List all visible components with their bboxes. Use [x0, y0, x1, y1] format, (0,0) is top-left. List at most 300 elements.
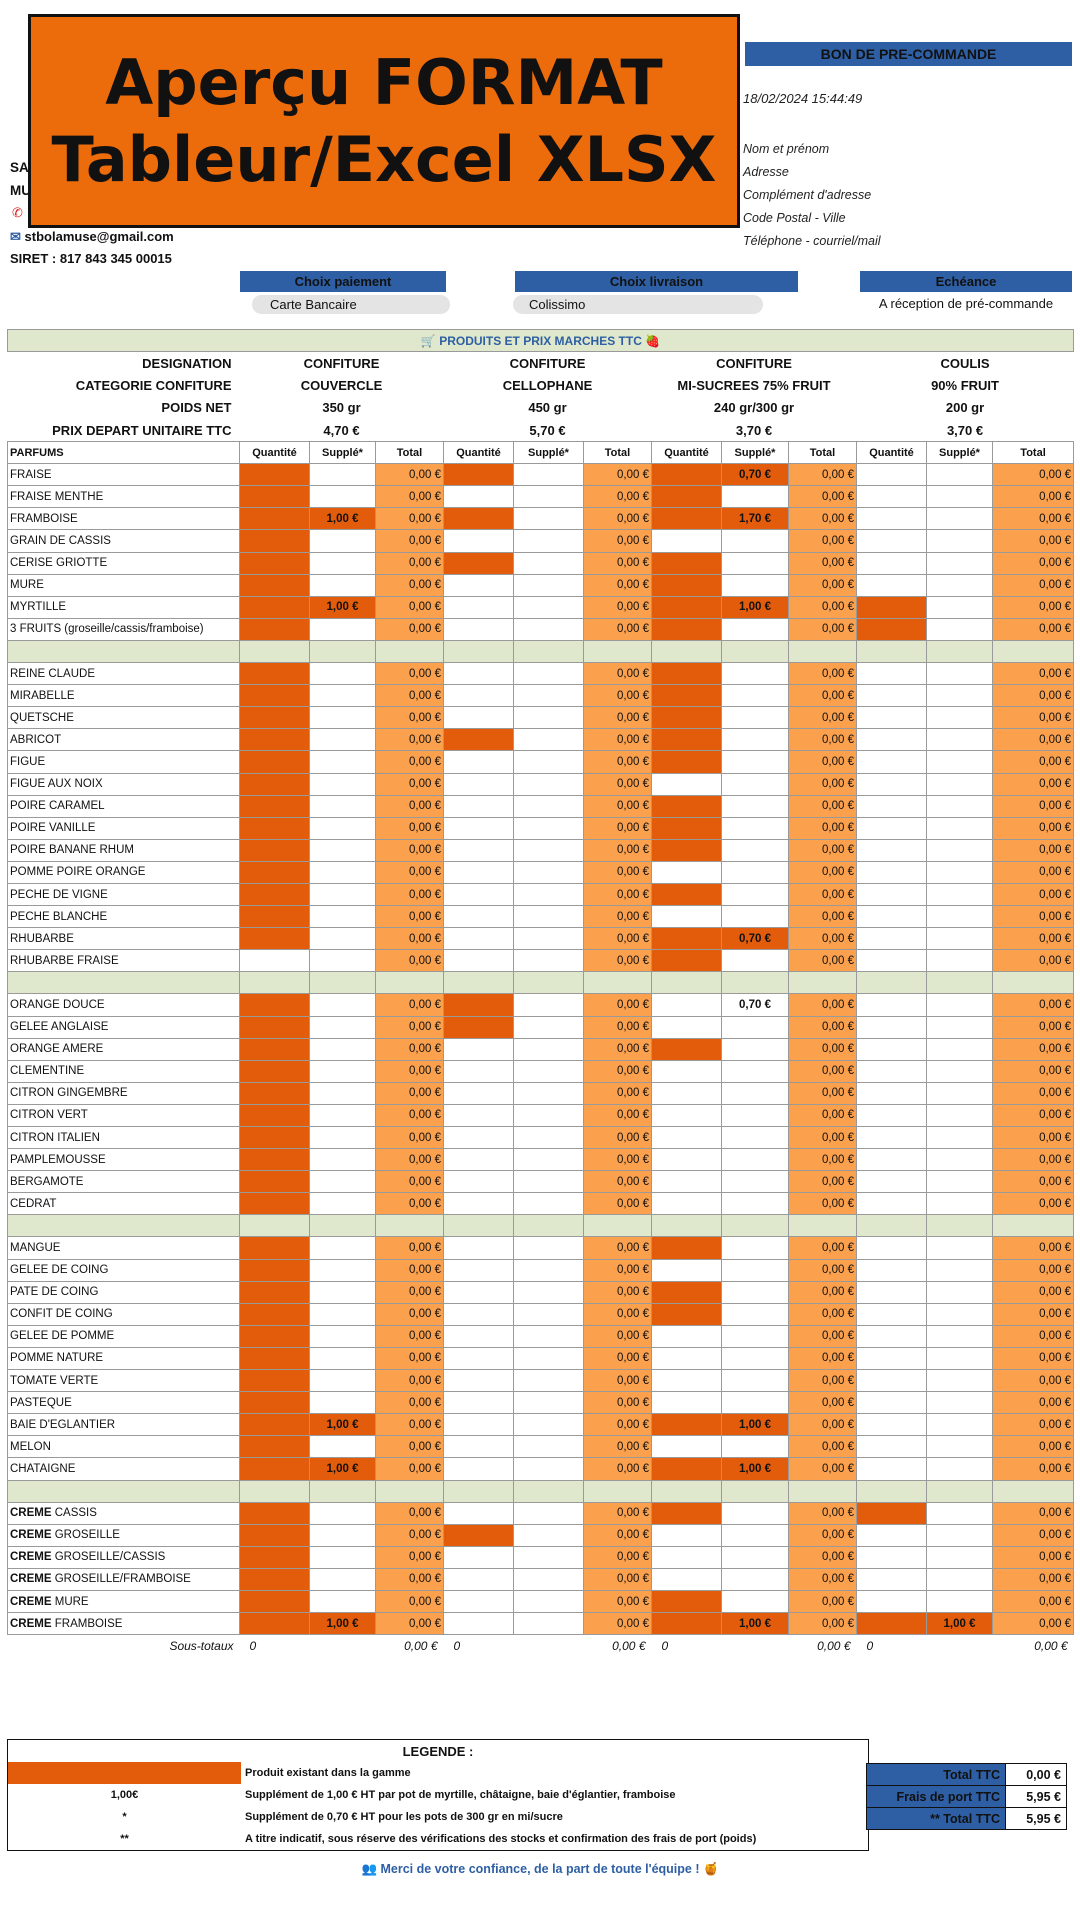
product-designation: CONFITURE [509, 355, 586, 371]
total-cell: 0,00 € [789, 1104, 857, 1126]
quantity-cell[interactable] [444, 883, 514, 905]
quantity-cell[interactable] [857, 1281, 927, 1303]
quantity-cell[interactable] [240, 707, 310, 729]
quantity-cell[interactable] [652, 1104, 722, 1126]
quantity-cell[interactable] [652, 950, 722, 972]
quantity-cell[interactable] [444, 773, 514, 795]
quantity-cell[interactable] [857, 618, 927, 640]
quantity-cell[interactable] [444, 928, 514, 950]
quantity-cell[interactable] [444, 1237, 514, 1259]
quantity-cell[interactable] [240, 464, 310, 486]
quantity-cell[interactable] [652, 1259, 722, 1281]
quantity-cell[interactable] [444, 861, 514, 883]
quantity-cell[interactable] [857, 552, 927, 574]
quantity-cell[interactable] [444, 1325, 514, 1347]
quantity-cell[interactable] [652, 1237, 722, 1259]
quantity-cell[interactable] [444, 530, 514, 552]
quantity-cell[interactable] [444, 1127, 514, 1149]
supplement-cell [722, 552, 789, 574]
supplement-cell [722, 1259, 789, 1281]
quantity-cell[interactable] [857, 1193, 927, 1215]
quantity-cell[interactable] [857, 1237, 927, 1259]
quantity-cell[interactable] [857, 950, 927, 972]
quantity-cell[interactable] [240, 530, 310, 552]
quantity-cell[interactable] [444, 552, 514, 574]
total-cell: 0,00 € [993, 1171, 1074, 1193]
quantity-cell[interactable] [240, 1502, 310, 1524]
quantity-cell[interactable] [240, 1303, 310, 1325]
quantity-cell[interactable] [444, 1060, 514, 1082]
supplement-cell [514, 1568, 584, 1590]
total-cell: 0,00 € [376, 1436, 444, 1458]
quantity-cell[interactable] [444, 663, 514, 685]
quantity-cell[interactable] [652, 1060, 722, 1082]
quantity-cell[interactable] [444, 574, 514, 596]
supplement-cell [514, 1171, 584, 1193]
quantity-cell[interactable] [240, 906, 310, 928]
supplement-cell [927, 1524, 993, 1546]
quantity-cell[interactable] [444, 1613, 514, 1635]
quantity-cell[interactable] [240, 663, 310, 685]
quantity-cell[interactable] [240, 1414, 310, 1436]
order-date: 18/02/2024 15:44:49 [743, 91, 863, 106]
supplement-cell [310, 773, 376, 795]
supplement-cell [722, 707, 789, 729]
quantity-cell[interactable] [857, 795, 927, 817]
quantity-cell[interactable] [652, 707, 722, 729]
quantity-cell[interactable] [857, 1303, 927, 1325]
total-cell: 0,00 € [993, 994, 1074, 1016]
quantity-cell[interactable] [444, 1281, 514, 1303]
quantity-cell[interactable] [444, 1524, 514, 1546]
quantity-cell[interactable] [240, 1016, 310, 1038]
total-cell: 0,00 € [789, 1568, 857, 1590]
quantity-cell[interactable] [857, 751, 927, 773]
quantity-cell[interactable] [652, 1524, 722, 1546]
quantity-cell[interactable] [857, 1104, 927, 1126]
quantity-cell[interactable] [857, 1590, 927, 1612]
quantity-cell[interactable] [444, 729, 514, 751]
supplement-cell [310, 707, 376, 729]
quantity-cell[interactable] [857, 1546, 927, 1568]
quantity-cell[interactable] [240, 861, 310, 883]
quantity-cell[interactable] [444, 707, 514, 729]
quantity-cell[interactable] [240, 1347, 310, 1369]
flavor-label: MURE [54, 1595, 89, 1608]
supplement-cell [310, 486, 376, 508]
quantity-cell[interactable] [652, 618, 722, 640]
quantity-cell[interactable] [857, 1458, 927, 1480]
supplement-cell [310, 574, 376, 596]
group-separator [8, 640, 1074, 662]
quantity-cell[interactable] [857, 486, 927, 508]
quantity-cell[interactable] [857, 928, 927, 950]
supplement-cell [310, 1127, 376, 1149]
separator-cell [514, 1215, 584, 1237]
quantity-cell[interactable] [240, 1193, 310, 1215]
separator-cell [927, 640, 993, 662]
quantity-cell[interactable] [857, 773, 927, 795]
total-cell: 0,00 € [584, 1546, 652, 1568]
quantity-cell[interactable] [857, 1347, 927, 1369]
quantity-cell[interactable] [444, 1347, 514, 1369]
field-phone-mail[interactable]: Téléphone - courriel/mail [743, 234, 881, 248]
quantity-cell[interactable] [857, 1325, 927, 1347]
quantity-cell[interactable] [652, 751, 722, 773]
quantity-cell[interactable] [240, 1038, 310, 1060]
total-cell: 0,00 € [789, 1016, 857, 1038]
quantity-cell[interactable] [857, 1392, 927, 1414]
field-name[interactable]: Nom et prénom [743, 142, 830, 156]
separator-cell [993, 1215, 1074, 1237]
quantity-cell[interactable] [240, 950, 310, 972]
quantity-cell[interactable] [652, 464, 722, 486]
separator-cell [310, 640, 376, 662]
quantity-cell[interactable] [652, 883, 722, 905]
quantity-cell[interactable] [444, 1458, 514, 1480]
total-cell: 0,00 € [584, 928, 652, 950]
supplement-cell [310, 751, 376, 773]
quantity-cell[interactable] [240, 1171, 310, 1193]
quantity-cell[interactable] [652, 1016, 722, 1038]
quantity-cell[interactable] [444, 1193, 514, 1215]
quantity-cell[interactable] [857, 906, 927, 928]
quantity-cell[interactable] [240, 1281, 310, 1303]
quantity-cell[interactable] [444, 1104, 514, 1126]
quantity-cell[interactable] [857, 508, 927, 530]
quantity-cell[interactable] [857, 685, 927, 707]
total-ttc-value: 0,00 € [1006, 1764, 1067, 1786]
total-cell: 0,00 € [376, 1502, 444, 1524]
quantity-cell[interactable] [857, 596, 927, 618]
field-postal-city[interactable]: Code Postal - Ville [743, 211, 846, 225]
quantity-cell[interactable] [857, 663, 927, 685]
total-cell: 0,00 € [376, 1303, 444, 1325]
flavor-row [8, 1613, 1074, 1635]
quantity-cell[interactable] [652, 1281, 722, 1303]
supplement-cell [927, 1193, 993, 1215]
total-ttc-label: Total TTC [867, 1764, 1006, 1786]
quantity-cell[interactable] [444, 1171, 514, 1193]
quantity-cell[interactable] [652, 1568, 722, 1590]
quantity-cell[interactable] [652, 1303, 722, 1325]
quantity-cell[interactable] [652, 1458, 722, 1480]
quantity-cell[interactable] [444, 795, 514, 817]
quantity-cell[interactable] [240, 1370, 310, 1392]
quantity-cell[interactable] [652, 685, 722, 707]
quantity-cell[interactable] [240, 1259, 310, 1281]
quantity-cell[interactable] [240, 574, 310, 596]
flavor-row [8, 596, 1074, 618]
choice-value-payment[interactable]: Carte Bancaire [252, 295, 450, 314]
total-cell: 0,00 € [584, 1237, 652, 1259]
quantity-cell[interactable] [240, 1104, 310, 1126]
quantity-cell[interactable] [444, 1590, 514, 1612]
total-cell: 0,00 € [993, 861, 1074, 883]
quantity-cell[interactable] [240, 883, 310, 905]
quantity-cell[interactable] [652, 596, 722, 618]
quantity-cell[interactable] [652, 1502, 722, 1524]
quantity-cell[interactable] [444, 751, 514, 773]
field-address[interactable]: Adresse [743, 165, 789, 179]
quantity-cell[interactable] [652, 1193, 722, 1215]
total-cell: 0,00 € [993, 508, 1074, 530]
total-cell: 0,00 € [584, 1149, 652, 1171]
quantity-cell[interactable] [444, 618, 514, 640]
quantity-cell[interactable] [444, 464, 514, 486]
supplement-cell: 1,70 € [722, 508, 789, 530]
field-address-2[interactable]: Complément d'adresse [743, 188, 872, 202]
quantity-cell[interactable] [857, 883, 927, 905]
quantity-cell[interactable] [652, 1414, 722, 1436]
quantity-cell[interactable] [444, 1149, 514, 1171]
quantity-cell[interactable] [857, 1613, 927, 1635]
flavor-name [8, 1590, 240, 1612]
quantity-cell[interactable] [857, 1082, 927, 1104]
flavor-name: CITRON GINGEMBRE [8, 1082, 240, 1104]
quantity-cell[interactable] [444, 596, 514, 618]
quantity-cell[interactable] [857, 1436, 927, 1458]
quantity-cell[interactable] [444, 1502, 514, 1524]
quantity-cell[interactable] [444, 1392, 514, 1414]
quantity-cell[interactable] [444, 817, 514, 839]
quantity-cell[interactable] [240, 994, 310, 1016]
total-cell: 0,00 € [376, 1259, 444, 1281]
flavor-name: PAMPLEMOUSSE [8, 1149, 240, 1171]
total-cell: 0,00 € [584, 773, 652, 795]
col-total: Total [584, 442, 652, 464]
quantity-cell[interactable] [652, 1325, 722, 1347]
quantity-cell[interactable] [240, 618, 310, 640]
quantity-cell[interactable] [444, 1016, 514, 1038]
quantity-cell[interactable] [652, 1347, 722, 1369]
flavor-row [8, 1016, 1074, 1038]
quantity-cell[interactable] [240, 928, 310, 950]
quantity-cell[interactable] [240, 1082, 310, 1104]
supplement-cell [927, 994, 993, 1016]
quantity-cell[interactable] [857, 1370, 927, 1392]
flavor-name: CEDRAT [8, 1193, 240, 1215]
quantity-cell[interactable] [240, 1237, 310, 1259]
total-cell: 0,00 € [376, 1016, 444, 1038]
quantity-cell[interactable] [857, 1524, 927, 1546]
quantity-cell[interactable] [444, 1370, 514, 1392]
quantity-cell[interactable] [857, 1038, 927, 1060]
quantity-cell[interactable] [444, 1436, 514, 1458]
quantity-cell[interactable] [652, 1149, 722, 1171]
quantity-cell[interactable] [652, 861, 722, 883]
quantity-cell[interactable] [652, 817, 722, 839]
quantity-cell[interactable] [444, 1259, 514, 1281]
quantity-cell[interactable] [240, 1546, 310, 1568]
total-cell: 0,00 € [993, 1104, 1074, 1126]
quantity-cell[interactable] [240, 1325, 310, 1347]
supplement-cell [514, 883, 584, 905]
quantity-cell[interactable] [240, 1127, 310, 1149]
supplement-cell [722, 1127, 789, 1149]
quantity-cell[interactable] [240, 729, 310, 751]
quantity-cell[interactable] [857, 1016, 927, 1038]
quantity-cell[interactable] [652, 574, 722, 596]
quantity-cell[interactable] [444, 906, 514, 928]
quantity-cell[interactable] [652, 486, 722, 508]
total-cell: 0,00 € [993, 1436, 1074, 1458]
supplement-cell [722, 1590, 789, 1612]
quantity-cell[interactable] [652, 773, 722, 795]
quantity-cell[interactable] [240, 508, 310, 530]
choice-value-delivery[interactable]: Colissimo [513, 295, 763, 314]
total-cell: 0,00 € [789, 1060, 857, 1082]
quantity-cell[interactable] [444, 1038, 514, 1060]
supplement-cell: 1,00 € [310, 508, 376, 530]
quantity-cell[interactable] [652, 1038, 722, 1060]
quantity-cell[interactable] [652, 994, 722, 1016]
total-cell: 0,00 € [789, 1590, 857, 1612]
quantity-cell[interactable] [240, 773, 310, 795]
supplement-cell [927, 1458, 993, 1480]
supplement-cell [514, 1370, 584, 1392]
total-cell: 0,00 € [376, 464, 444, 486]
quantity-cell[interactable] [444, 839, 514, 861]
quantity-cell[interactable] [652, 663, 722, 685]
quantity-cell[interactable] [444, 486, 514, 508]
quantity-cell[interactable] [240, 1568, 310, 1590]
quantity-cell[interactable] [240, 839, 310, 861]
quantity-cell[interactable] [240, 1458, 310, 1480]
quantity-cell[interactable] [857, 729, 927, 751]
quantity-cell[interactable] [652, 508, 722, 530]
quantity-cell[interactable] [652, 928, 722, 950]
quantity-cell[interactable] [857, 1060, 927, 1082]
quantity-cell[interactable] [857, 1414, 927, 1436]
quantity-cell[interactable] [240, 552, 310, 574]
quantity-cell[interactable] [444, 1414, 514, 1436]
total-cell: 0,00 € [376, 486, 444, 508]
total-cell: 0,00 € [789, 1524, 857, 1546]
supplement-cell: 0,70 € [722, 928, 789, 950]
quantity-cell[interactable] [652, 1082, 722, 1104]
quantity-cell[interactable] [857, 574, 927, 596]
flavor-row [8, 906, 1074, 928]
supplement-cell [722, 1568, 789, 1590]
quantity-cell[interactable] [240, 596, 310, 618]
quantity-cell[interactable] [857, 1259, 927, 1281]
quantity-cell[interactable] [444, 685, 514, 707]
quantity-cell[interactable] [652, 729, 722, 751]
supplement-cell [927, 1392, 993, 1414]
quantity-cell[interactable] [857, 1502, 927, 1524]
quantity-cell[interactable] [444, 508, 514, 530]
format-banner [28, 14, 740, 228]
supplement-cell [927, 1325, 993, 1347]
flavor-prefix: CREME [10, 1507, 55, 1520]
quantity-cell[interactable] [652, 530, 722, 552]
quantity-cell[interactable] [444, 1303, 514, 1325]
quantity-cell[interactable] [240, 1590, 310, 1612]
quantity-cell[interactable] [652, 795, 722, 817]
flavor-name: CHATAIGNE [8, 1458, 240, 1480]
separator-cell [584, 640, 652, 662]
quantity-cell[interactable] [857, 861, 927, 883]
quantity-cell[interactable] [652, 1590, 722, 1612]
legend-text-1: Produit existant dans la gamme [245, 1767, 411, 1779]
quantity-cell[interactable] [240, 1149, 310, 1171]
quantity-cell[interactable] [857, 1568, 927, 1590]
seller-email[interactable]: stbolamuse@gmail.com [24, 229, 174, 244]
quantity-cell[interactable] [857, 530, 927, 552]
quantity-cell[interactable] [652, 1436, 722, 1458]
supplement-cell [514, 1127, 584, 1149]
supplement-cell [927, 618, 993, 640]
supplement-cell [927, 795, 993, 817]
quantity-cell[interactable] [240, 751, 310, 773]
quantity-cell[interactable] [240, 1613, 310, 1635]
quantity-cell[interactable] [240, 795, 310, 817]
quantity-cell[interactable] [652, 1127, 722, 1149]
flavor-row [8, 1590, 1074, 1612]
supplement-cell [514, 950, 584, 972]
quantity-cell[interactable] [444, 1568, 514, 1590]
quantity-cell[interactable] [444, 1082, 514, 1104]
total-cell: 0,00 € [993, 773, 1074, 795]
grand-total-label: ** Total TTC [867, 1808, 1006, 1830]
quantity-cell[interactable] [857, 994, 927, 1016]
separator-cell [584, 1480, 652, 1502]
quantity-cell[interactable] [652, 906, 722, 928]
quantity-cell[interactable] [652, 552, 722, 574]
quantity-cell[interactable] [240, 1524, 310, 1546]
total-cell: 0,00 € [789, 618, 857, 640]
quantity-cell[interactable] [857, 707, 927, 729]
flavor-name: MIRABELLE [8, 685, 240, 707]
quantity-cell[interactable] [652, 1171, 722, 1193]
legend-title: LEGENDE : [402, 1743, 474, 1759]
total-cell: 0,00 € [376, 618, 444, 640]
total-cell: 0,00 € [789, 707, 857, 729]
quantity-cell[interactable] [444, 950, 514, 972]
quantity-cell[interactable] [857, 839, 927, 861]
quantity-cell[interactable] [652, 1613, 722, 1635]
quantity-cell[interactable] [857, 464, 927, 486]
quantity-cell[interactable] [444, 1546, 514, 1568]
flavor-row [8, 530, 1074, 552]
quantity-cell[interactable] [240, 1392, 310, 1414]
total-cell: 0,00 € [993, 1193, 1074, 1215]
quantity-cell[interactable] [240, 486, 310, 508]
product-weight: 350 gr [322, 400, 361, 416]
quantity-cell[interactable] [240, 817, 310, 839]
flavor-name [8, 1502, 240, 1524]
subtotal-qty: 0 [249, 1638, 257, 1653]
total-cell: 0,00 € [376, 906, 444, 928]
quantity-cell[interactable] [857, 1127, 927, 1149]
quantity-cell[interactable] [857, 1171, 927, 1193]
quantity-cell[interactable] [652, 1370, 722, 1392]
quantity-cell[interactable] [240, 1060, 310, 1082]
quantity-cell[interactable] [652, 1546, 722, 1568]
quantity-cell[interactable] [857, 1149, 927, 1171]
quantity-cell[interactable] [240, 1436, 310, 1458]
supplement-cell: 1,00 € [722, 596, 789, 618]
quantity-cell[interactable] [240, 685, 310, 707]
quantity-cell[interactable] [444, 994, 514, 1016]
quantity-cell[interactable] [857, 817, 927, 839]
total-cell: 0,00 € [789, 928, 857, 950]
quantity-cell[interactable] [652, 839, 722, 861]
quantity-cell[interactable] [652, 1392, 722, 1414]
supplement-cell [310, 1524, 376, 1546]
flavor-name: CLEMENTINE [8, 1060, 240, 1082]
